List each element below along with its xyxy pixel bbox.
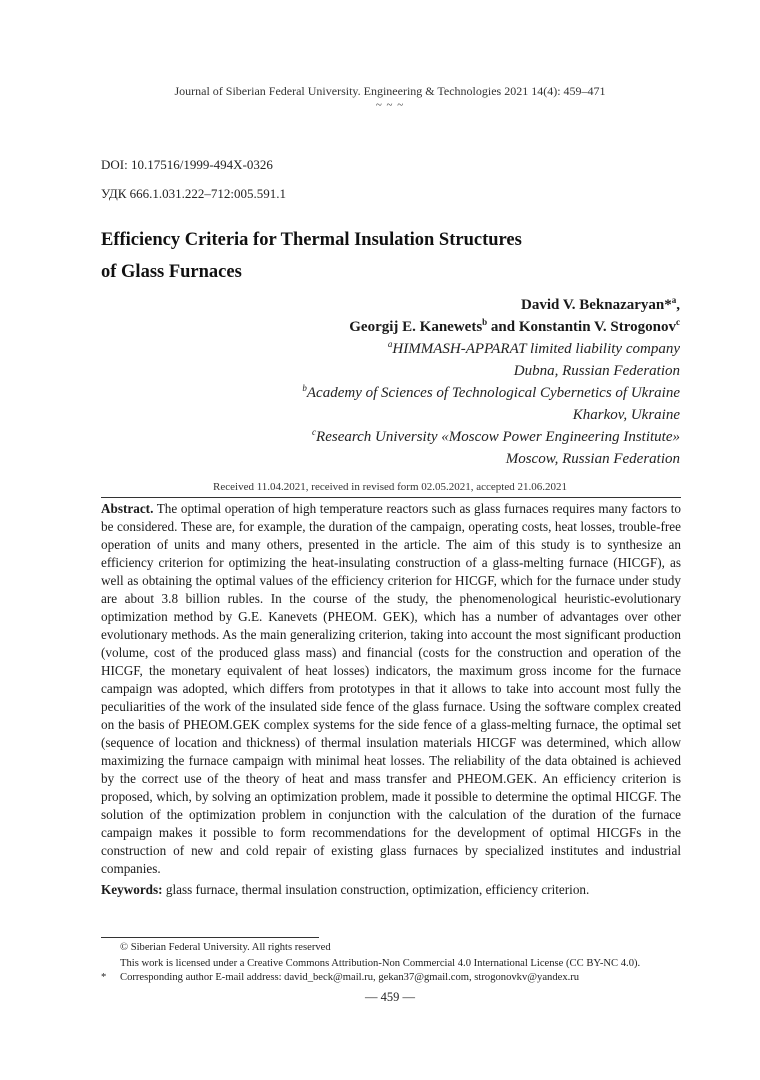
affiliation-b	[302, 382, 680, 404]
keywords-label: Keywords:	[101, 882, 163, 897]
affiliation-a-place: Dubna, Russian Federation	[513, 363, 680, 379]
affiliation-c	[302, 426, 680, 448]
author-1: David V. Beknazaryan*	[521, 297, 672, 313]
footnote-star: *	[101, 972, 107, 983]
author-1-suffix: ,	[676, 297, 680, 313]
affiliation-b-org: Academy of Sciences of Technological Cybernetics of Ukraine	[306, 385, 680, 401]
author-2: Georgij E. Kanewets	[349, 319, 483, 335]
udk-code: УДК 666.1.031.222–712:005.591.1	[101, 186, 287, 201]
abstract	[101, 500, 681, 878]
received-dates: Received 11.04.2021, received in revised form 02.05.2021, accepted 21.06.2021	[213, 481, 567, 493]
author-line-1	[302, 294, 680, 316]
author-1-sup: a	[671, 295, 677, 305]
affiliation-a-org: HIMMASH-APPARAT limited liability company	[392, 341, 680, 357]
affiliation-b-sup: b	[302, 383, 307, 393]
doi: DOI: 10.17516/1999-494X-0326	[101, 157, 273, 172]
page-number: — 459 —	[365, 990, 415, 1004]
author-3: Konstantin V. Strogonov	[518, 319, 676, 335]
affiliation-b-place: Kharkov, Ukraine	[572, 407, 680, 423]
authors-block	[302, 294, 680, 470]
author-and: and	[490, 319, 516, 335]
affiliation-c-place: Moscow, Russian Federation	[505, 451, 680, 467]
paper-title	[101, 224, 661, 288]
header-separator: ~ ~ ~	[375, 99, 405, 111]
copyright-note: © Siberian Federal University. All rights reserved	[120, 942, 331, 953]
title-line-1: Efficiency Criteria for Thermal Insulation Structures	[101, 230, 522, 250]
abstract-text: The optimal operation of high temperature reactors such as glass furnaces requires many factors to be considered. These are, for example, the duration of the campaign, operating costs, heat losses, trouble-free operation of units and many others, presented in the article. The aim of this study is to synthesize an efficiency criterion for optimizing the heat-insulating construction of a glass-melting furnace (HICGF), as well as obtaining the optimal values of the efficiency criterion for HICGF, which for the furnace under study are about 3.8 billion rubles. In the course of the study, the phenomenological heuristic-evolutionary optimization method by G.E. Kanevets (PHEOM. GEK), which has a number of advantages over other evolutionary methods. As the main generalizing criterion, taking into account the most significant production (volume, cost of the produced glass mass) and financial (costs for the construction and operation of the HICGF, the monetary equivalent of heat losses) indicators, the maximum gross income for the furnace campaign was adopted, which differs from prototypes in that it allows to take into account most fully the peculiarities of the work of the insulated side fence of the glass furnace. Using the software complex created on the basis of PHEOM.GEK complex systems for the side fence of a glass-melting furnace, the optimal set (sequence of location and thickness) of thermal insulation materials HICGF was determined, which allow maximizing the furnace campaign with minimal heat losses. The reliability of the data obtained is achieved by the correct use of the theory of heat and mass transfer and PHEOM.GEK. An efficiency criterion is proposed, which, by solving an optimization problem, made it possible to determine the optimal HICGF. The solution of the optimization problem in conjunction with the calculation of the duration of the furnace campaign makes it possible to form recommendations for the development of optimal HICGFs in the construction of new and cold repair of existing glass furnaces by specialized institutes and industrial companies.	[101, 501, 681, 876]
title-line-2: of Glass Furnaces	[101, 262, 242, 282]
keywords-text: glass furnace, thermal insulation construction, optimization, efficiency criterion.	[165, 882, 590, 897]
affiliation-a	[302, 338, 680, 360]
license-note: This work is licensed under a Creative Commons Attribution-Non Commercial 4.0 International License (CC BY-NC 4.0).	[120, 958, 641, 969]
affiliation-c-sup: c	[312, 427, 317, 437]
author-3-sup: c	[676, 317, 680, 327]
affiliation-a-sup: a	[387, 339, 393, 349]
journal-header: Journal of Siberian Federal University. Engineering & Technologies 2021 14(4): 459–471	[174, 84, 606, 98]
footnote-divider	[101, 937, 319, 938]
corresponding-author-note: Corresponding author E-mail address: david_beck@mail.ru, gekan37@gmail.com, strogonovkv@yandex.ru	[120, 972, 580, 983]
author-line-2	[302, 316, 680, 338]
author-2-sup: b	[482, 317, 488, 327]
affiliation-c-org: Research University «Moscow Power Engineering Institute»	[316, 429, 680, 445]
abstract-divider	[101, 497, 681, 498]
keywords	[101, 881, 681, 899]
abstract-label: Abstract.	[101, 501, 154, 516]
